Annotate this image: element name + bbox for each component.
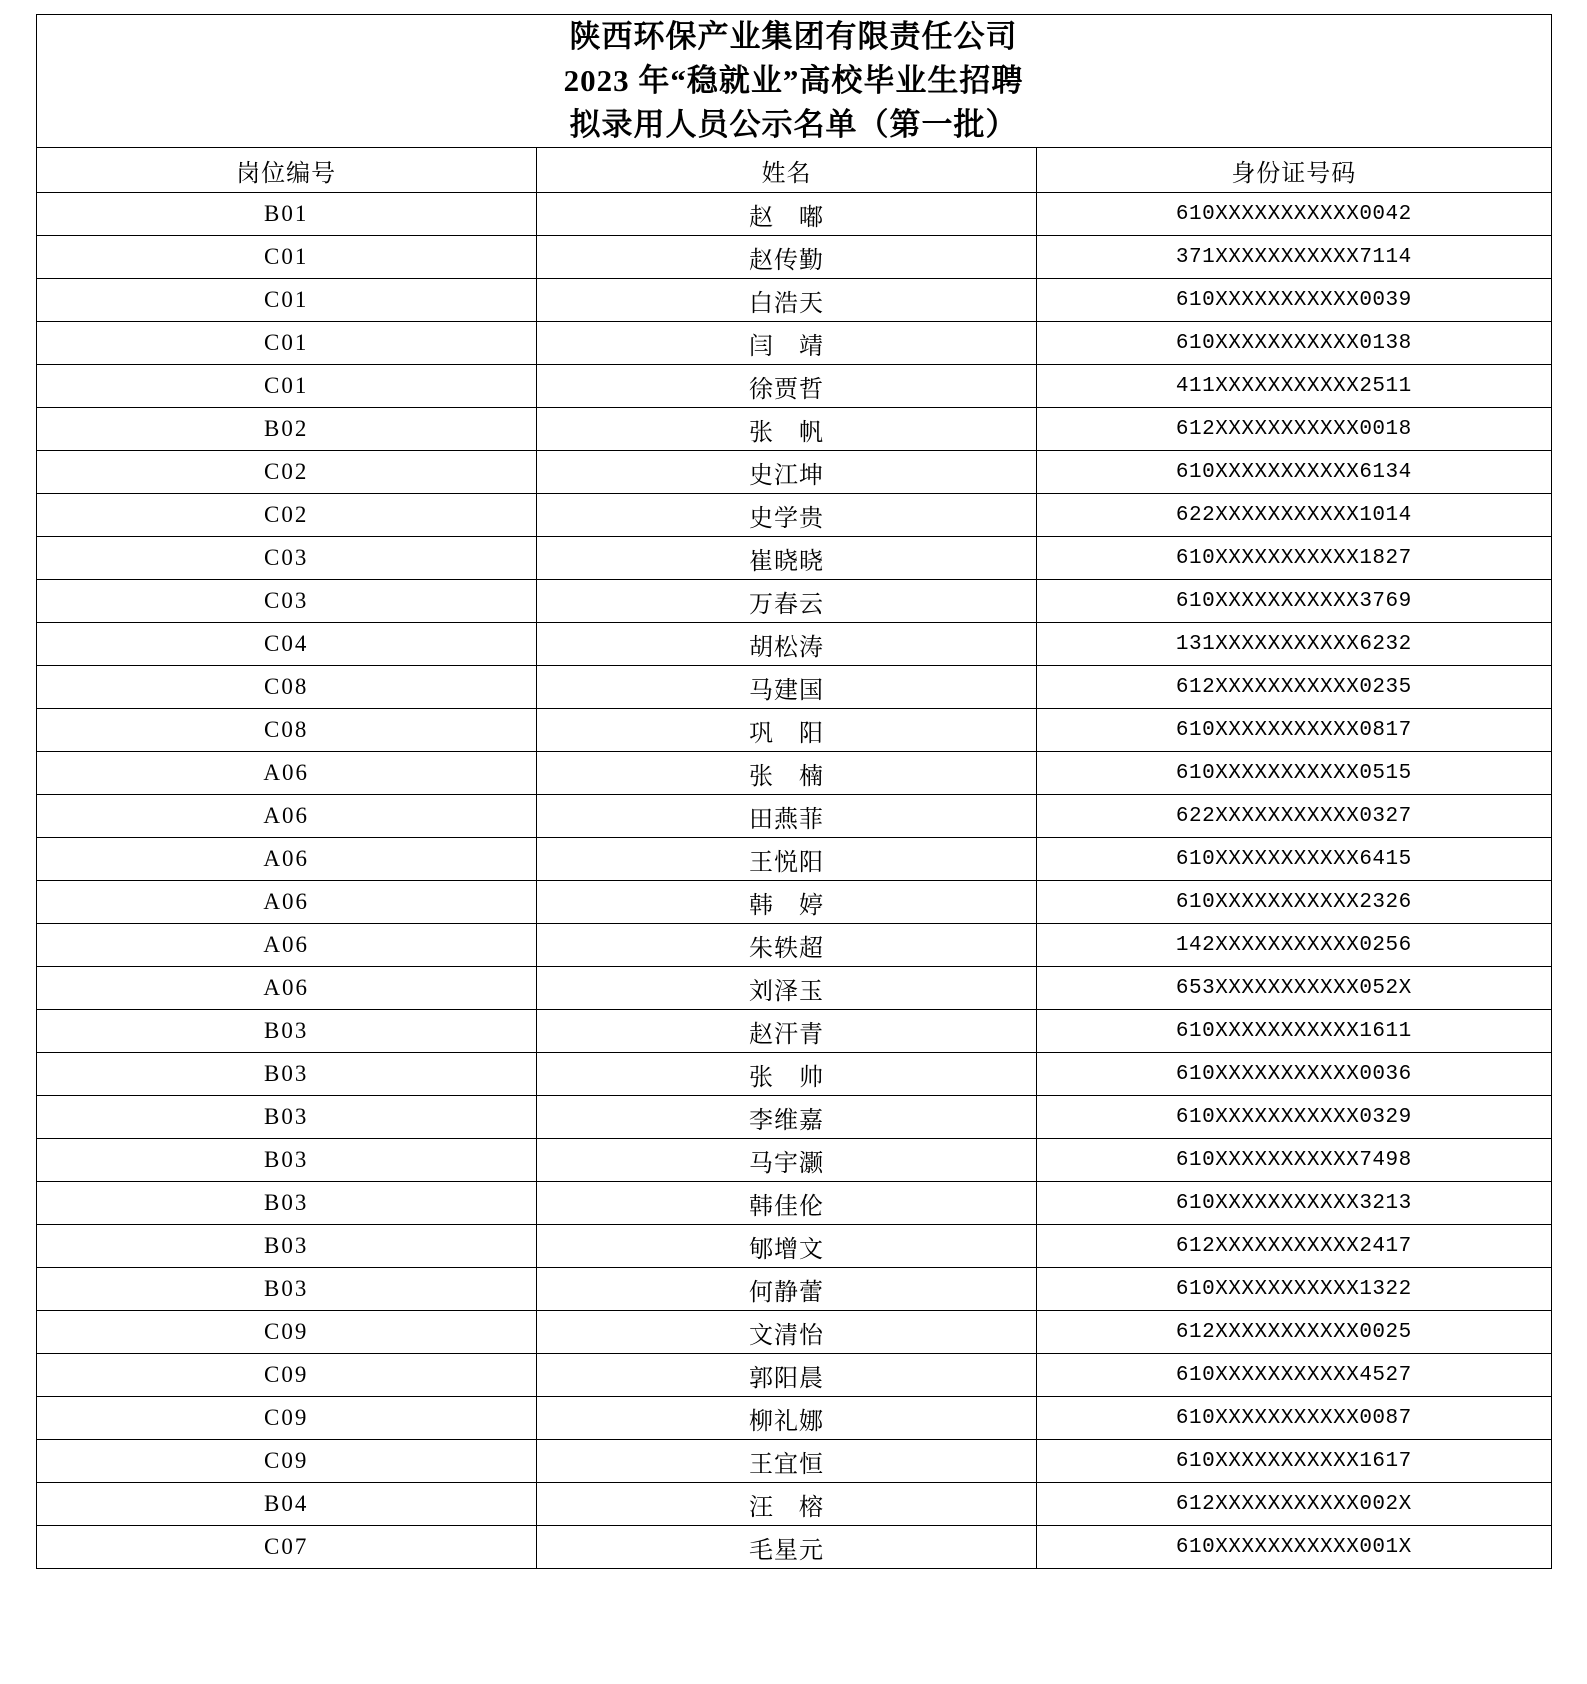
title-line-1: 陕西环保产业集团有限责任公司 <box>569 19 1018 54</box>
cell-person-name: 刘泽玉 <box>536 967 1036 1010</box>
cell-position-code: A06 <box>36 924 536 967</box>
table-row <box>36 193 1551 236</box>
table-row <box>36 838 1551 881</box>
cell-id-number: 610XXXXXXXXXXX1827 <box>1037 537 1551 580</box>
cell-position-code: A06 <box>36 967 536 1010</box>
cell-id-number: 610XXXXXXXXXXX6134 <box>1037 451 1551 494</box>
cell-person-name: 胡松涛 <box>536 623 1036 666</box>
cell-position-code: B03 <box>36 1268 536 1311</box>
table-row <box>36 580 1551 623</box>
table-row <box>36 924 1551 967</box>
cell-id-number: 610XXXXXXXXXXX0036 <box>1037 1053 1551 1096</box>
table-row <box>36 1311 1551 1354</box>
title-row <box>36 15 1551 148</box>
cell-person-name: 文清怡 <box>536 1311 1036 1354</box>
cell-person-name: 张 帆 <box>536 408 1036 451</box>
cell-id-number: 610XXXXXXXXXXX3213 <box>1037 1182 1551 1225</box>
cell-person-name: 赵传勤 <box>536 236 1036 279</box>
table-row <box>36 408 1551 451</box>
table-row <box>36 365 1551 408</box>
table-row <box>36 1483 1551 1526</box>
cell-person-name: 张 楠 <box>536 752 1036 795</box>
cell-id-number: 610XXXXXXXXXXX0329 <box>1037 1096 1551 1139</box>
cell-id-number: 610XXXXXXXXXXX001X <box>1037 1526 1551 1569</box>
cell-person-name: 毛星元 <box>536 1526 1036 1569</box>
cell-position-code: A06 <box>36 881 536 924</box>
table-row <box>36 279 1551 322</box>
cell-position-code: C08 <box>36 666 536 709</box>
table-row <box>36 1268 1551 1311</box>
cell-position-code: C01 <box>36 365 536 408</box>
cell-person-name: 张 帅 <box>536 1053 1036 1096</box>
cell-person-name: 韩 婷 <box>536 881 1036 924</box>
table-header <box>36 15 1551 193</box>
cell-person-name: 汪 榕 <box>536 1483 1036 1526</box>
table-row <box>36 795 1551 838</box>
cell-id-number: 610XXXXXXXXXXX0138 <box>1037 322 1551 365</box>
table-body <box>36 193 1551 1569</box>
cell-person-name: 柳礼娜 <box>536 1397 1036 1440</box>
cell-id-number: 142XXXXXXXXXXX0256 <box>1037 924 1551 967</box>
table-row <box>36 494 1551 537</box>
cell-id-number: 371XXXXXXXXXXX7114 <box>1037 236 1551 279</box>
cell-position-code: C08 <box>36 709 536 752</box>
cell-person-name: 万春云 <box>536 580 1036 623</box>
cell-id-number: 131XXXXXXXXXXX6232 <box>1037 623 1551 666</box>
table-row <box>36 451 1551 494</box>
table-row <box>36 709 1551 752</box>
cell-position-code: B04 <box>36 1483 536 1526</box>
table-row <box>36 1440 1551 1483</box>
cell-position-code: C01 <box>36 236 536 279</box>
cell-position-code: B03 <box>36 1225 536 1268</box>
cell-person-name: 闫 靖 <box>536 322 1036 365</box>
table-row <box>36 881 1551 924</box>
cell-position-code: C01 <box>36 322 536 365</box>
cell-position-code: B03 <box>36 1182 536 1225</box>
cell-person-name: 徐贾哲 <box>536 365 1036 408</box>
cell-position-code: B03 <box>36 1139 536 1182</box>
cell-person-name: 崔晓晓 <box>536 537 1036 580</box>
cell-position-code: C03 <box>36 537 536 580</box>
cell-id-number: 610XXXXXXXXXXX0039 <box>1037 279 1551 322</box>
cell-id-number: 612XXXXXXXXXXX2417 <box>1037 1225 1551 1268</box>
cell-person-name: 马建国 <box>536 666 1036 709</box>
cell-id-number: 610XXXXXXXXXXX0515 <box>1037 752 1551 795</box>
cell-person-name: 史江坤 <box>536 451 1036 494</box>
cell-id-number: 610XXXXXXXXXXX1322 <box>1037 1268 1551 1311</box>
cell-person-name: 郭阳晨 <box>536 1354 1036 1397</box>
table-row <box>36 623 1551 666</box>
cell-position-code: B02 <box>36 408 536 451</box>
cell-id-number: 622XXXXXXXXXXX0327 <box>1037 795 1551 838</box>
cell-id-number: 610XXXXXXXXXXX2326 <box>1037 881 1551 924</box>
table-row <box>36 967 1551 1010</box>
cell-id-number: 610XXXXXXXXXXX6415 <box>1037 838 1551 881</box>
cell-id-number: 610XXXXXXXXXXX0042 <box>1037 193 1551 236</box>
cell-id-number: 610XXXXXXXXXXX0817 <box>1037 709 1551 752</box>
cell-id-number: 610XXXXXXXXXXX7498 <box>1037 1139 1551 1182</box>
cell-id-number: 612XXXXXXXXXXX0235 <box>1037 666 1551 709</box>
cell-position-code: C09 <box>36 1440 536 1483</box>
cell-position-code: C09 <box>36 1397 536 1440</box>
cell-position-code: B03 <box>36 1096 536 1139</box>
cell-person-name: 韩佳伦 <box>536 1182 1036 1225</box>
title-line-2: 2023 年“稳就业”高校毕业生招聘 <box>563 63 1024 99</box>
cell-position-code: A06 <box>36 752 536 795</box>
cell-person-name: 王悦阳 <box>536 838 1036 881</box>
table-row <box>36 322 1551 365</box>
table-row <box>36 236 1551 279</box>
cell-position-code: A06 <box>36 795 536 838</box>
cell-position-code: C02 <box>36 451 536 494</box>
cell-position-code: C07 <box>36 1526 536 1569</box>
cell-person-name: 何静蕾 <box>536 1268 1036 1311</box>
table-row <box>36 1354 1551 1397</box>
cell-position-code: C04 <box>36 623 536 666</box>
cell-person-name: 郇增文 <box>536 1225 1036 1268</box>
cell-id-number: 610XXXXXXXXXXX0087 <box>1037 1397 1551 1440</box>
cell-position-code: B01 <box>36 193 536 236</box>
cell-position-code: A06 <box>36 838 536 881</box>
cell-person-name: 赵汗青 <box>536 1010 1036 1053</box>
cell-person-name: 白浩天 <box>536 279 1036 322</box>
cell-position-code: B03 <box>36 1010 536 1053</box>
cell-id-number: 610XXXXXXXXXXX1617 <box>1037 1440 1551 1483</box>
table-row <box>36 1096 1551 1139</box>
cell-person-name: 田燕菲 <box>536 795 1036 838</box>
cell-position-code: C03 <box>36 580 536 623</box>
table-row <box>36 537 1551 580</box>
cell-person-name: 史学贵 <box>536 494 1036 537</box>
cell-id-number: 612XXXXXXXXXXX0025 <box>1037 1311 1551 1354</box>
table-row <box>36 1010 1551 1053</box>
table-row <box>36 1053 1551 1096</box>
table-row <box>36 1225 1551 1268</box>
cell-id-number: 622XXXXXXXXXXX1014 <box>1037 494 1551 537</box>
table-row <box>36 1182 1551 1225</box>
cell-person-name: 王宜恒 <box>536 1440 1036 1483</box>
document-title <box>36 15 1551 148</box>
table-row <box>36 666 1551 709</box>
table-row <box>36 1139 1551 1182</box>
column-header-code: 岗位编号 <box>36 148 536 193</box>
cell-position-code: C09 <box>36 1354 536 1397</box>
column-header-id: 身份证号码 <box>1037 148 1551 193</box>
cell-id-number: 653XXXXXXXXXXX052X <box>1037 967 1551 1010</box>
cell-person-name: 巩 阳 <box>536 709 1036 752</box>
cell-id-number: 411XXXXXXXXXXX2511 <box>1037 365 1551 408</box>
cell-position-code: B03 <box>36 1053 536 1096</box>
cell-person-name: 朱轶超 <box>536 924 1036 967</box>
table-row <box>36 1526 1551 1569</box>
candidate-list-table <box>36 14 1552 1569</box>
table-row <box>36 752 1551 795</box>
cell-person-name: 李维嘉 <box>536 1096 1036 1139</box>
cell-position-code: C02 <box>36 494 536 537</box>
cell-person-name: 赵 嘟 <box>536 193 1036 236</box>
column-header-name: 姓名 <box>536 148 1036 193</box>
cell-person-name: 马宇灏 <box>536 1139 1036 1182</box>
column-header-row <box>36 148 1551 193</box>
cell-id-number: 612XXXXXXXXXXX0018 <box>1037 408 1551 451</box>
cell-position-code: C09 <box>36 1311 536 1354</box>
table-row <box>36 1397 1551 1440</box>
cell-id-number: 612XXXXXXXXXXX002X <box>1037 1483 1551 1526</box>
cell-id-number: 610XXXXXXXXXXX4527 <box>1037 1354 1551 1397</box>
title-line-3: 拟录用人员公示名单（第一批） <box>569 107 1018 143</box>
cell-id-number: 610XXXXXXXXXXX3769 <box>1037 580 1551 623</box>
cell-id-number: 610XXXXXXXXXXX1611 <box>1037 1010 1551 1053</box>
cell-position-code: C01 <box>36 279 536 322</box>
